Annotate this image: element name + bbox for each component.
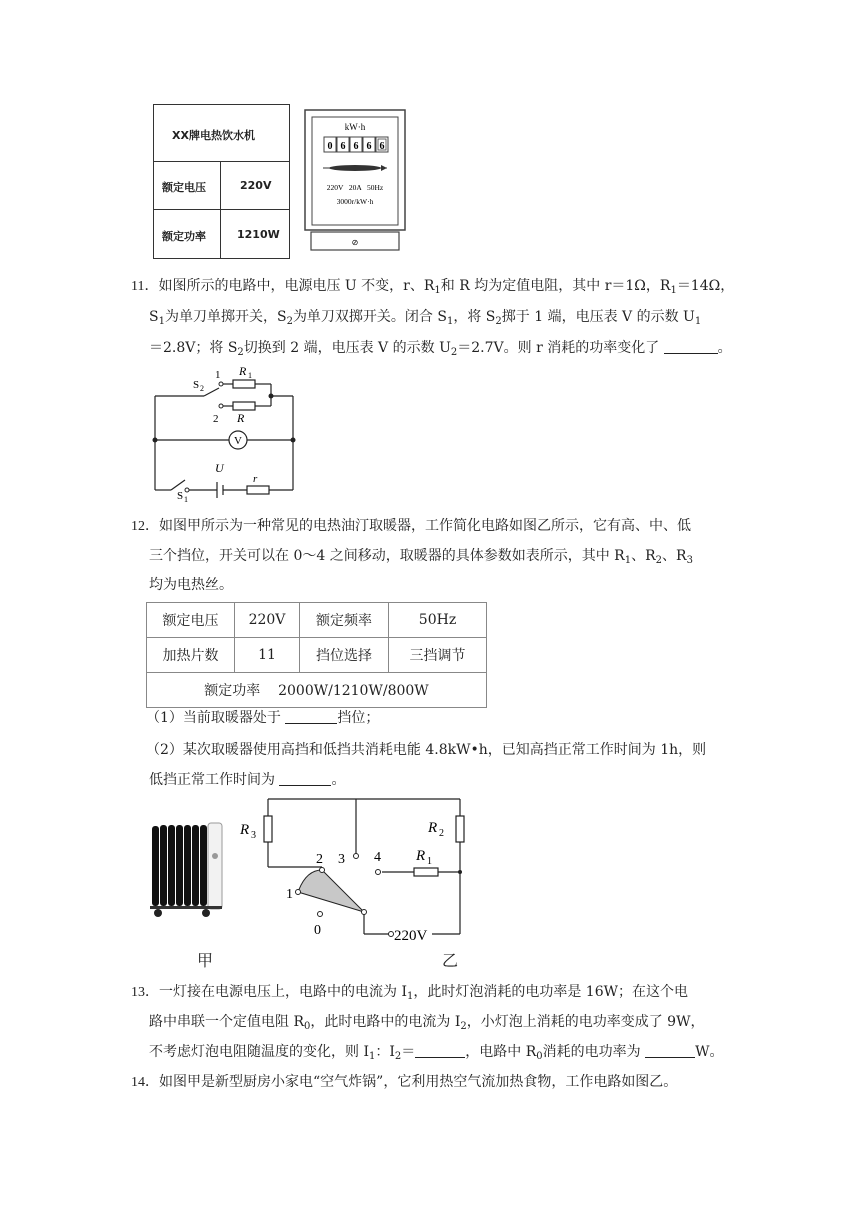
spec-cell: 挡位选择 bbox=[300, 638, 389, 673]
q11-s1-sub: 1 bbox=[184, 495, 188, 502]
q12-text: 挡位； bbox=[337, 710, 380, 726]
spec-cell: 220V bbox=[235, 603, 300, 638]
q13-line-1: 13．一灯接在电源电压上，电路中的电流为 $I_1$，此时灯泡消耗的电功率是 16W；在这个电 bbox=[131, 984, 689, 1002]
q12-text: 。 bbox=[331, 772, 346, 788]
q13-text: ，此时电路中的电流为 I bbox=[310, 1014, 461, 1030]
nameplate-title: XX牌电热饮水机 bbox=[172, 129, 255, 142]
meter-digit: 6 bbox=[340, 141, 346, 152]
q11-circuit-diagram bbox=[145, 360, 305, 502]
figure-yi-label: 乙 bbox=[442, 951, 459, 970]
q11-answer-blank[interactable] bbox=[664, 339, 718, 354]
q12-pos-1-label: 1 bbox=[286, 887, 293, 902]
nameplate-power-label: 额定功率 bbox=[162, 230, 206, 243]
q12-r3-label: R bbox=[240, 822, 250, 838]
q11-voltmeter-label: V bbox=[234, 435, 242, 447]
meter-digit: 6 bbox=[366, 141, 372, 152]
q11-r1-sub: 1 bbox=[248, 371, 252, 380]
heater-spec-table bbox=[146, 602, 487, 708]
q14-number: 14． bbox=[131, 1075, 159, 1090]
q11-s2-sub: 2 bbox=[200, 384, 204, 393]
figure-jia-label: 甲 bbox=[197, 951, 214, 970]
q11-text: 如图所示的电路中，电源电压 U 不变，r、R bbox=[158, 278, 435, 294]
q11-text: 掷于 1 端，电压表 V 的示数 U bbox=[501, 309, 695, 325]
q12-part-1 bbox=[146, 708, 379, 728]
q11-line-3: ＝2.8V；将 $S_2$切换到 2 端，电压表 V 的示数 $U_2=2.7V$。则 r 消耗的功率变化了 。 bbox=[149, 340, 732, 358]
q13-blank-2[interactable] bbox=[645, 1043, 695, 1058]
nameplate-voltage-label: 额定电压 bbox=[162, 181, 206, 194]
q11-text: 为单刀双掷开关。闭合 S bbox=[292, 309, 447, 325]
q12-line-3: 均为电热丝。 bbox=[149, 577, 233, 593]
q12-blank-1[interactable] bbox=[285, 709, 337, 724]
spec-cell: 额定电压 bbox=[147, 603, 235, 638]
q12-pos-4-label: 4 bbox=[374, 850, 381, 865]
q13-text: 消耗的电功率为 bbox=[542, 1044, 641, 1060]
electricity-meter bbox=[303, 108, 407, 254]
q12-line-2: 三个挡位，开关可以在 0～4 之间移动，取暖器的具体参数如表所示，其中 $R_1$、$R_2$、$R_3$ bbox=[149, 548, 693, 566]
q11-text: 。 bbox=[717, 340, 732, 356]
q11-number: 11． bbox=[131, 279, 159, 294]
spec-cell: 11 bbox=[235, 638, 300, 673]
q13-text: 不考虑灯泡电阻随温度的变化，则 I bbox=[149, 1044, 369, 1060]
q11-node-1-label: 1 bbox=[215, 369, 221, 381]
spec-cell: 三挡调节 bbox=[389, 638, 487, 673]
q12-r2-sub: 2 bbox=[439, 828, 444, 839]
q14-line-1 bbox=[131, 1072, 677, 1093]
q11-small-r-label: r bbox=[253, 473, 258, 485]
meter-digit: 6 bbox=[379, 141, 385, 152]
q11-text: S bbox=[149, 309, 159, 325]
q11-text: ＝14Ω， bbox=[676, 278, 735, 294]
q11-line-2: $S_1$为单刀单掷开关，$S_2$为单刀双掷开关。闭合 $S_1$，将 $S_2$掷于 1 端，电压表 V 的示数 $U_1$ bbox=[149, 309, 702, 327]
q12-text: 低挡正常工作时间为 bbox=[149, 772, 275, 788]
meter-unit: kW·h bbox=[344, 122, 366, 132]
meter-screw-icon: ⊘ bbox=[351, 238, 359, 247]
q13-text: W。 bbox=[695, 1044, 724, 1060]
nameplate-voltage-value: 220V bbox=[240, 179, 272, 192]
q12-r3-sub: 3 bbox=[251, 830, 256, 841]
oil-heater-image bbox=[146, 820, 230, 920]
q11-line-1: 11．如图所示的电路中，电源电压 U 不变，r、$R_1$和 R 均为定值电阻，其中 r＝1Ω，$R_1=14\Omega$， bbox=[131, 278, 735, 296]
q13-text: 路中串联一个定值电阻 R bbox=[149, 1014, 304, 1030]
meter-digits bbox=[324, 137, 388, 152]
q13-text: 一灯接在电源电压上，电路中的电流为 I bbox=[159, 984, 407, 1000]
spec-cell-power: 额定功率 2000W/1210W/800W bbox=[147, 673, 487, 708]
q12-text: （1）当前取暖器处于 bbox=[146, 710, 281, 726]
q13-text: ，电路中 R bbox=[465, 1044, 537, 1060]
q12-circuit-diagram bbox=[236, 794, 472, 944]
appliance-nameplate bbox=[153, 104, 290, 259]
meter-specs: 220V 20A 50Hz bbox=[326, 183, 384, 192]
q11-text: 为单刀单掷开关，S bbox=[164, 309, 287, 325]
q11-s2-label: S bbox=[193, 379, 200, 391]
spec-cell: 额定频率 bbox=[300, 603, 389, 638]
q12-pos-3-label: 3 bbox=[338, 852, 345, 867]
q11-s1-label: S bbox=[177, 490, 184, 502]
q13-text: ：I bbox=[375, 1044, 395, 1060]
q13-blank-1[interactable] bbox=[415, 1043, 465, 1058]
q11-node-2-label: 2 bbox=[213, 413, 219, 425]
q12-line-1 bbox=[131, 516, 691, 537]
q13-number: 13． bbox=[131, 985, 159, 1000]
q13-text: ，此时灯泡消耗的电功率是 16W；在这个电 bbox=[413, 984, 689, 1000]
q12-text: 三个挡位，开关可以在 0～4 之间移动，取暖器的具体参数如表所示，其中 R bbox=[149, 548, 625, 564]
q12-r1-label: R bbox=[416, 848, 426, 864]
q13-line-2: 路中串联一个定值电阻 $R_0$，此时电路中的电流为 $I_2$，小灯泡上消耗的电功率变成了 9W， bbox=[149, 1014, 705, 1032]
q13-text: ，小灯泡上消耗的电功率变成了 9W， bbox=[466, 1014, 705, 1030]
spec-cell: 50Hz bbox=[389, 603, 487, 638]
q12-number: 12． bbox=[131, 519, 159, 534]
q13-line-3: 不考虑灯泡电阻随温度的变化，则 $I_1$：$I_2=$ ，电路中 $R_0$消耗的电功率为 W。 bbox=[149, 1044, 724, 1062]
q13-text: ＝ bbox=[401, 1044, 416, 1060]
q12-pos-2-label: 2 bbox=[316, 852, 323, 867]
meter-digit: 6 bbox=[353, 141, 359, 152]
spec-cell: 加热片数 bbox=[147, 638, 235, 673]
q12-text: 、R bbox=[662, 548, 687, 564]
q12-part-2-cont bbox=[149, 770, 345, 790]
q11-text: 和 R 均为定值电阻，其中 r＝1Ω，R bbox=[440, 278, 671, 294]
q11-text: ＝2.7V。则 r 消耗的功率变化了 bbox=[457, 340, 660, 356]
q12-blank-2[interactable] bbox=[279, 771, 331, 786]
q12-text: 如图甲所示为一种常见的电热油汀取暖器，工作简化电路如图乙所示，它有高、中、低 bbox=[159, 518, 691, 534]
q11-text: ＝2.8V；将 S bbox=[149, 340, 238, 356]
meter-digit: 0 bbox=[327, 141, 333, 152]
q12-part-2: （2）某次取暖器使用高挡和低挡共消耗电能 4.8kW•h，已知高挡正常工作时间为 1h，则 bbox=[146, 742, 707, 758]
q12-r1-sub: 1 bbox=[427, 856, 432, 867]
q12-text: 、R bbox=[631, 548, 656, 564]
nameplate-power-value: 1210W bbox=[237, 228, 280, 241]
q14-text: 如图甲是新型厨房小家电“空气炸锅”，它利用热空气流加热食物，工作电路如图乙。 bbox=[159, 1074, 678, 1090]
q12-r2-label: R bbox=[428, 820, 438, 836]
q11-r-label: R bbox=[237, 411, 245, 425]
q11-text: ，将 S bbox=[453, 309, 496, 325]
q12-pos-0-label: 0 bbox=[314, 923, 321, 938]
meter-revolutions: 3000r/kW·h bbox=[336, 197, 374, 206]
q12-voltage-label: 220V bbox=[394, 928, 428, 944]
q11-u-label: U bbox=[215, 461, 224, 475]
q11-text: 切换到 2 端，电压表 V 的示数 U bbox=[243, 340, 451, 356]
q11-r1-label: R bbox=[239, 364, 247, 378]
